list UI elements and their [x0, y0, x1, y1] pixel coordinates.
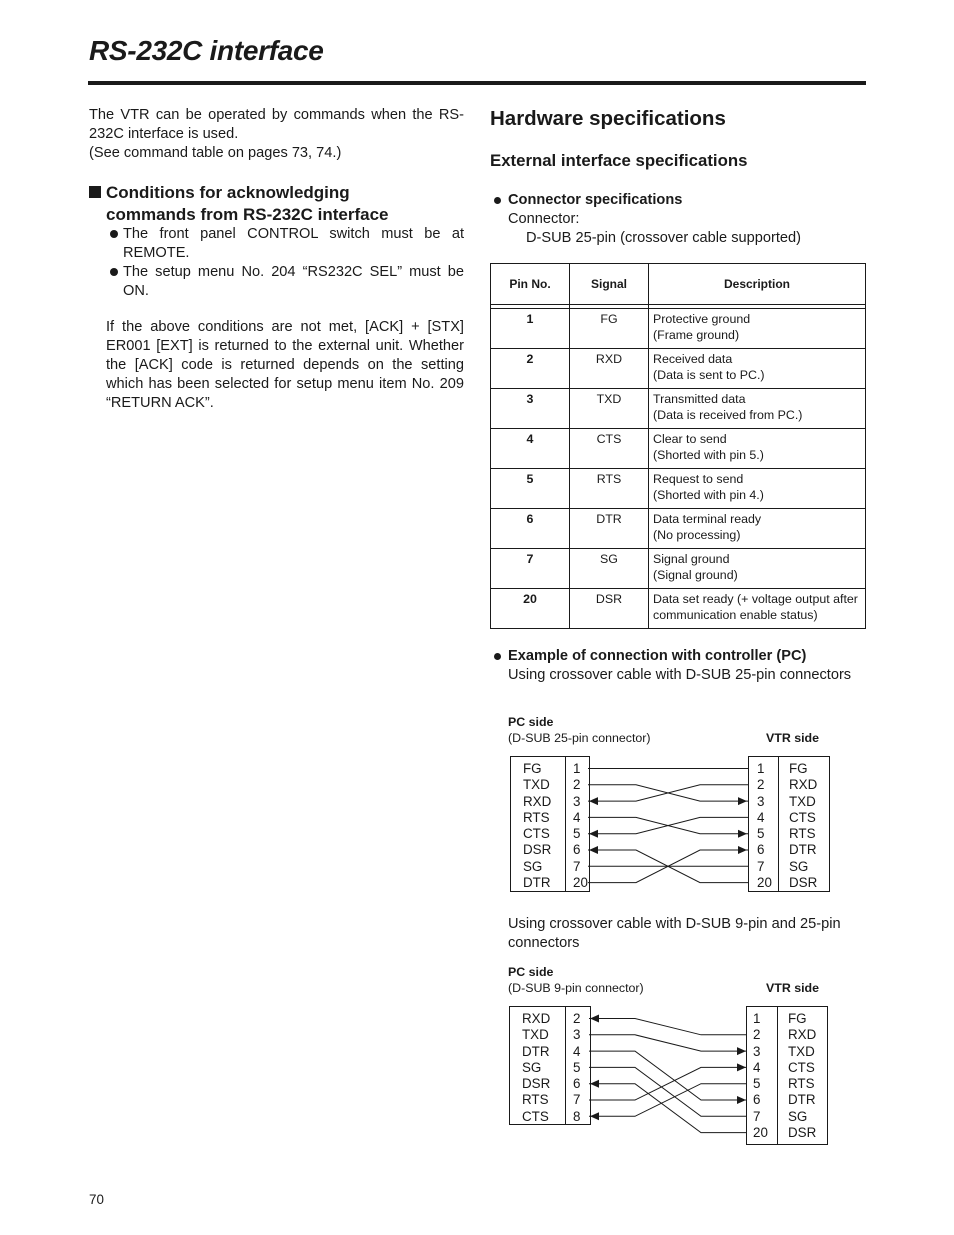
vtr-signal: CTS: [788, 1059, 815, 1075]
column-header: Description: [649, 264, 866, 305]
arrow-icon: [589, 846, 598, 854]
pin-cell: 7: [491, 549, 570, 589]
list-item: The front panel CONTROL switch must be at REMOTE.: [106, 225, 464, 263]
pc-pin: 7: [573, 858, 581, 874]
vtr-signal: RXD: [788, 1027, 817, 1043]
vtr-pin: 5: [757, 826, 765, 842]
signal-cell: TXD: [570, 389, 649, 429]
pc-connector-9pin: [509, 1006, 591, 1125]
vtr-pin: 20: [757, 875, 772, 891]
vtr-pin: 20: [753, 1125, 768, 1141]
vtr-signal: SG: [789, 858, 809, 874]
vtr-pin: 2: [757, 777, 765, 793]
table-row: [491, 509, 866, 549]
vtr-signal: DTR: [789, 842, 817, 858]
pc-connector-25pin: [510, 756, 590, 892]
table-row: [491, 389, 866, 429]
connector-spec-heading: Connector specifications: [491, 191, 866, 210]
conditions-heading-line: commands from RS-232C interface: [106, 205, 389, 224]
vtr-pin: 1: [757, 761, 765, 776]
table-row: [491, 549, 866, 589]
vtr-pin: 3: [757, 793, 765, 809]
pc-pin: 4: [573, 1043, 581, 1059]
description-cell: Clear to send (Shorted with pin 5.): [649, 429, 866, 469]
pc-signal: DSR: [523, 842, 552, 858]
vtr-signal: FG: [789, 761, 808, 776]
conditions-list: [106, 225, 464, 301]
table-row: [491, 349, 866, 389]
pc-signal: RTS: [523, 809, 550, 825]
arrow-icon: [589, 830, 598, 838]
pin-cell: 2: [491, 349, 570, 389]
title-rule: [88, 81, 866, 85]
vtr-pin: 3: [753, 1043, 761, 1059]
pc-signal: CTS: [523, 826, 550, 842]
section-title: Hardware specifications: [490, 107, 726, 130]
pc-signal: DTR: [523, 875, 551, 891]
arrow-icon: [590, 1015, 599, 1023]
wiring-diagram-25pin: [588, 756, 748, 892]
wire: [588, 785, 748, 801]
pc-signal: RXD: [522, 1011, 551, 1026]
pc-pin: 6: [573, 842, 581, 858]
vtr-pin: 6: [757, 842, 765, 858]
pc-pin: 4: [573, 809, 581, 825]
pin-cell: 20: [491, 589, 570, 629]
arrow-icon: [737, 1096, 746, 1104]
wire: [589, 1051, 747, 1100]
example-text: Using crossover cable with D-SUB 25-pin connectors: [508, 667, 852, 683]
wire: [588, 817, 748, 833]
vtr-pin: 7: [757, 858, 765, 874]
pc-pin: 6: [573, 1076, 581, 1092]
arrow-icon: [738, 846, 747, 854]
pc-pin: 3: [573, 1027, 581, 1043]
pin-cell: 5: [491, 469, 570, 509]
vtr-connector-25pin: [748, 756, 830, 892]
intro-line: The VTR can be operated by commands when the RS-232C interface is used.: [89, 107, 464, 142]
vtr-signal: DSR: [788, 1125, 817, 1141]
arrow-icon: [590, 1112, 599, 1120]
vtr-signal-column: [777, 1007, 816, 1144]
vtr-connector-25pin: [746, 1006, 828, 1145]
pc-signal-column: [522, 1007, 550, 1124]
pc-signal: SG: [522, 1059, 542, 1075]
vtr-pin: 4: [757, 809, 765, 825]
conditions-heading-line: Conditions for acknowledging: [106, 183, 350, 202]
pc-pin: 3: [573, 793, 581, 809]
vtr-signal: SG: [788, 1108, 808, 1124]
description-cell: Data set ready (+ voltage output after communication enable status): [649, 589, 866, 629]
pc-signal: DSR: [522, 1076, 551, 1092]
vtr-pin: 4: [753, 1059, 761, 1075]
signal-cell: FG: [570, 309, 649, 349]
signal-cell: RTS: [570, 469, 649, 509]
pin-cell: 1: [491, 309, 570, 349]
signal-cell: DSR: [570, 589, 649, 629]
signal-cell: DTR: [570, 509, 649, 549]
vtr-signal-column: [778, 757, 817, 891]
pc-pin: 8: [573, 1108, 581, 1124]
table-row: [491, 469, 866, 509]
page-number: 70: [89, 1192, 104, 1207]
pc-pin: 5: [573, 1059, 581, 1075]
pc-pin: 7: [573, 1092, 581, 1108]
description-cell: Received data (Data is sent to PC.): [649, 349, 866, 389]
connector-spec: [491, 191, 866, 248]
wire: [589, 1019, 747, 1035]
connector-value: D-SUB 25-pin (crossover cable supported): [526, 230, 801, 246]
pc-signal: SG: [523, 858, 543, 874]
wire: [589, 1067, 747, 1116]
table-row: [491, 589, 866, 629]
pc-signal: TXD: [522, 1027, 549, 1043]
pc-pin: 2: [573, 777, 581, 793]
vtr-signal: TXD: [788, 1043, 815, 1059]
vtr-pin: 6: [753, 1092, 761, 1108]
pc-side-label: PC side (D-SUB 25-pin connector): [508, 715, 651, 745]
intro-line: (See command table on pages 73, 74.): [89, 145, 342, 161]
table-header-row: [491, 264, 866, 305]
pin-cell: 3: [491, 389, 570, 429]
vtr-signal: FG: [788, 1011, 807, 1026]
conditions-paragraph: If the above conditions are not met, [ACK] + [STX] ER001 [EXT] is returned to the external unit. Whether the [ACK] code is returned depends on the setting which has been selected for setup menu item No. 209 “RETURN ACK”.: [106, 319, 464, 411]
arrow-icon: [738, 830, 747, 838]
pin-table: [490, 263, 866, 629]
description-cell: Signal ground (Signal ground): [649, 549, 866, 589]
description-cell: Request to send (Shorted with pin 4.): [649, 469, 866, 509]
vtr-signal: CTS: [789, 809, 816, 825]
wire: [589, 1035, 747, 1051]
arrow-icon: [590, 1080, 599, 1088]
pc-signal-column: [523, 757, 551, 891]
pc-signal: RXD: [523, 793, 552, 809]
vtr-signal: TXD: [789, 793, 816, 809]
vtr-signal: RTS: [788, 1076, 815, 1092]
table-row: [491, 429, 866, 469]
pin-cell: 4: [491, 429, 570, 469]
vtr-signal: DTR: [788, 1092, 816, 1108]
vtr-pin: 1: [753, 1011, 761, 1026]
column-header: Pin No.: [491, 264, 570, 305]
description-cell: Transmitted data (Data is received from PC.): [649, 389, 866, 429]
vtr-signal: RXD: [789, 777, 818, 793]
vtr-signal: DSR: [789, 875, 818, 891]
example-heading: Example of connection with controller (PC): [491, 647, 866, 666]
table-row: [491, 309, 866, 349]
conditions-heading: [89, 182, 469, 226]
page-title: RS-232C interface: [89, 35, 324, 66]
wire: [589, 1084, 747, 1133]
pc-pin: 20: [573, 875, 588, 891]
pc-signal: CTS: [522, 1108, 549, 1124]
pin-cell: 6: [491, 509, 570, 549]
pc-signal: DTR: [522, 1043, 550, 1059]
column-header: Signal: [570, 264, 649, 305]
arrow-icon: [738, 797, 747, 805]
subsection-title: External interface specifications: [490, 151, 748, 170]
pc-side-label: PC side (D-SUB 9-pin connector): [508, 965, 644, 995]
pc-signal: FG: [523, 761, 542, 776]
arrow-icon: [737, 1047, 746, 1055]
signal-cell: SG: [570, 549, 649, 589]
pc-signal: TXD: [523, 777, 550, 793]
signal-cell: RXD: [570, 349, 649, 389]
vtr-signal: RTS: [789, 826, 816, 842]
vtr-pin: 2: [753, 1027, 761, 1043]
vtr-side-label: VTR side: [766, 731, 820, 745]
signal-cell: CTS: [570, 429, 649, 469]
connector-label: Connector:: [508, 211, 580, 227]
pc-signal: RTS: [522, 1092, 549, 1108]
vtr-pin: 7: [753, 1108, 761, 1124]
vtr-pin: 5: [753, 1076, 761, 1092]
vtr-pin-column: [757, 757, 779, 891]
vtr-side-label: VTR side: [766, 981, 820, 995]
vtr-pin-column: [753, 1007, 777, 1144]
description-cell: Data terminal ready (No processing): [649, 509, 866, 549]
description-cell: Protective ground (Frame ground): [649, 309, 866, 349]
list-item: The setup menu No. 204 “RS232C SEL” must be ON.: [106, 263, 464, 301]
pc-pin: 1: [573, 761, 581, 776]
square-bullet-icon: [89, 186, 101, 198]
example-section: [491, 647, 866, 685]
nine-pin-text: Using crossover cable with D-SUB 9-pin and 25-pin connectors: [508, 916, 841, 951]
wiring-diagram-9pin: [589, 1006, 747, 1144]
pc-pin: 2: [573, 1011, 581, 1026]
arrow-icon: [589, 797, 598, 805]
intro-text: [89, 106, 464, 163]
pc-pin: 5: [573, 826, 581, 842]
arrow-icon: [737, 1063, 746, 1071]
